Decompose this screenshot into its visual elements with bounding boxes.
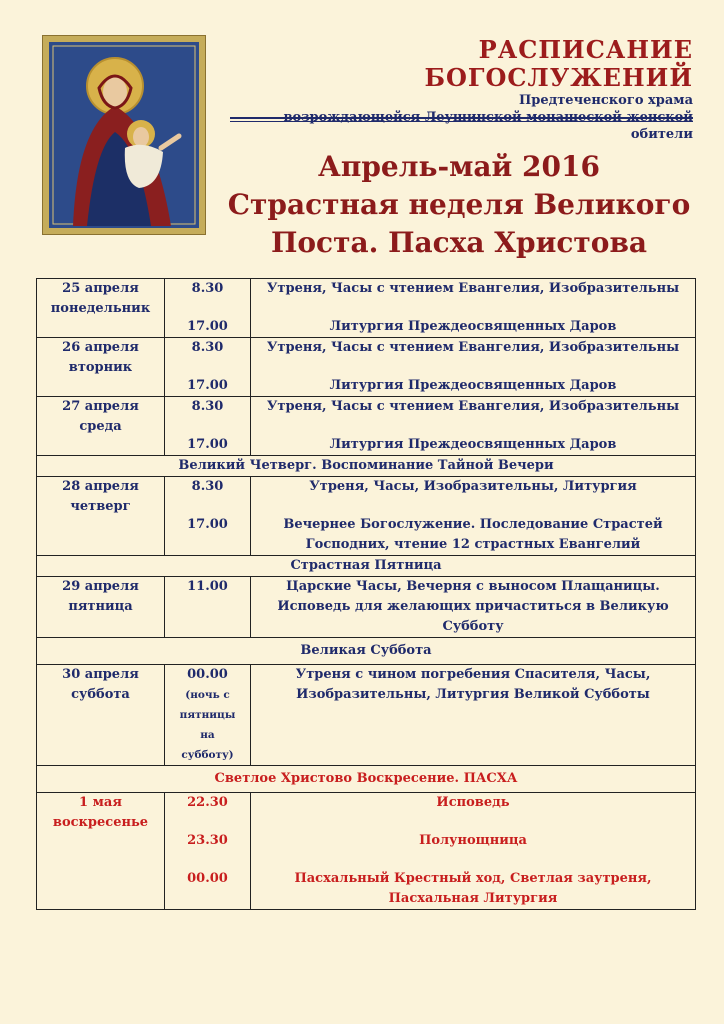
schedule-heading xyxy=(225,148,693,262)
table-row xyxy=(37,556,696,577)
time-note: (ночь с xyxy=(185,689,230,701)
day-cell xyxy=(37,577,165,638)
service-cell xyxy=(251,665,696,766)
time-cell xyxy=(165,477,251,556)
time: 22.30 xyxy=(187,795,228,810)
time: 17.00 xyxy=(187,437,228,452)
date: 26 апреля xyxy=(62,340,139,355)
divider xyxy=(230,121,693,122)
service-cell xyxy=(251,338,696,397)
table-row xyxy=(37,766,696,793)
date: 27 апреля xyxy=(62,399,139,414)
time: 8.30 xyxy=(191,399,224,414)
service-cell xyxy=(251,279,696,338)
service: Царские Часы, Вечерня с выносом Плащаницы. xyxy=(286,579,660,594)
table-row xyxy=(37,338,696,397)
heading-line-2: Страстная неделя Великого xyxy=(227,188,691,221)
time: 17.00 xyxy=(187,319,228,334)
time-note: пятницы xyxy=(179,709,236,721)
service: Полунощница xyxy=(419,833,527,848)
time: 11.00 xyxy=(187,579,228,594)
service: Вечернее Богослужение. Последование Страстей xyxy=(283,517,663,532)
service: Господних, чтение 12 страстных Евангелий xyxy=(305,537,641,552)
service-cell xyxy=(251,793,696,910)
time-cell xyxy=(165,397,251,456)
service: Литургия Преждеосвященных Даров xyxy=(329,319,617,334)
time: 17.00 xyxy=(187,517,228,532)
time-cell xyxy=(165,793,251,910)
weekday: четверг xyxy=(70,499,131,514)
weekday: вторник xyxy=(68,360,133,375)
service: Утреня с чином погребения Спасителя, Часы, xyxy=(295,667,651,682)
schedule-table xyxy=(36,278,696,910)
time-note: на xyxy=(200,729,215,741)
service-cell xyxy=(251,477,696,556)
time: 00.00 xyxy=(187,667,228,682)
day-cell xyxy=(37,279,165,338)
date: 1 мая xyxy=(79,795,122,810)
service-cell xyxy=(251,577,696,638)
time: 8.30 xyxy=(191,479,224,494)
day-heading: Страстная Пятница xyxy=(37,556,696,577)
time-cell xyxy=(165,577,251,638)
service: Литургия Преждеосвященных Даров xyxy=(329,378,617,393)
date: 30 апреля xyxy=(62,667,139,682)
service: Пасхальная Литургия xyxy=(388,891,558,906)
date: 25 апреля xyxy=(62,281,139,296)
table-row xyxy=(37,638,696,665)
service-cell xyxy=(251,397,696,456)
service: Утреня, Часы, Изобразительны, Литургия xyxy=(309,479,637,494)
church-name: Предтеченского храма xyxy=(518,93,693,108)
day-heading: Великий Четверг. Воспоминание Тайной Вечери xyxy=(37,456,696,477)
time: 00.00 xyxy=(187,871,228,886)
monastery-name: возрождающейся Леушинской монашеской женской обители xyxy=(283,110,693,142)
day-cell xyxy=(37,793,165,910)
weekday: среда xyxy=(79,419,122,434)
day-heading: Светлое Христово Воскресение. ПАСХА xyxy=(37,766,696,793)
time: 8.30 xyxy=(191,340,224,355)
date: 28 апреля xyxy=(62,479,139,494)
day-cell xyxy=(37,665,165,766)
time-note: субботу) xyxy=(181,749,234,761)
time-cell xyxy=(165,665,251,766)
service: Исповедь для желающих причаститься в Великую xyxy=(277,599,669,614)
time: 17.00 xyxy=(187,378,228,393)
heading-period: Апрель-май 2016 xyxy=(318,150,600,183)
service: Субботу xyxy=(442,619,504,634)
table-row xyxy=(37,477,696,556)
day-heading: Великая Суббота xyxy=(37,638,696,665)
day-cell xyxy=(37,397,165,456)
time-cell xyxy=(165,279,251,338)
time: 23.30 xyxy=(187,833,228,848)
divider xyxy=(230,117,693,119)
service: Исповедь xyxy=(436,795,510,810)
service: Пасхальный Крестный ход, Светлая заутреня, xyxy=(294,871,652,886)
table-row xyxy=(37,279,696,338)
day-cell xyxy=(37,477,165,556)
table-row xyxy=(37,397,696,456)
service: Утреня, Часы с чтением Евангелия, Изобразительны xyxy=(266,281,680,296)
weekday: воскресенье xyxy=(52,815,149,830)
table-row xyxy=(37,577,696,638)
time: 8.30 xyxy=(191,281,224,296)
page-header xyxy=(225,36,693,143)
table-row xyxy=(37,665,696,766)
table-row xyxy=(37,456,696,477)
day-cell xyxy=(37,338,165,397)
theotokos-icon xyxy=(42,35,206,235)
weekday: суббота xyxy=(71,687,130,702)
weekday: понедельник xyxy=(50,301,151,316)
page-title: РАСПИСАНИЕ БОГОСЛУЖЕНИЙ xyxy=(424,35,693,92)
date: 29 апреля xyxy=(62,579,139,594)
heading-line-3: Поста. Пасха Христова xyxy=(270,226,648,259)
service: Утреня, Часы с чтением Евангелия, Изобразительны xyxy=(266,340,680,355)
time-cell xyxy=(165,338,251,397)
service: Изобразительны, Литургия Великой Субботы xyxy=(296,687,650,702)
service: Литургия Преждеосвященных Даров xyxy=(329,437,617,452)
table-row xyxy=(37,793,696,910)
service: Утреня, Часы с чтением Евангелия, Изобразительны xyxy=(266,399,680,414)
weekday: пятница xyxy=(68,599,133,614)
